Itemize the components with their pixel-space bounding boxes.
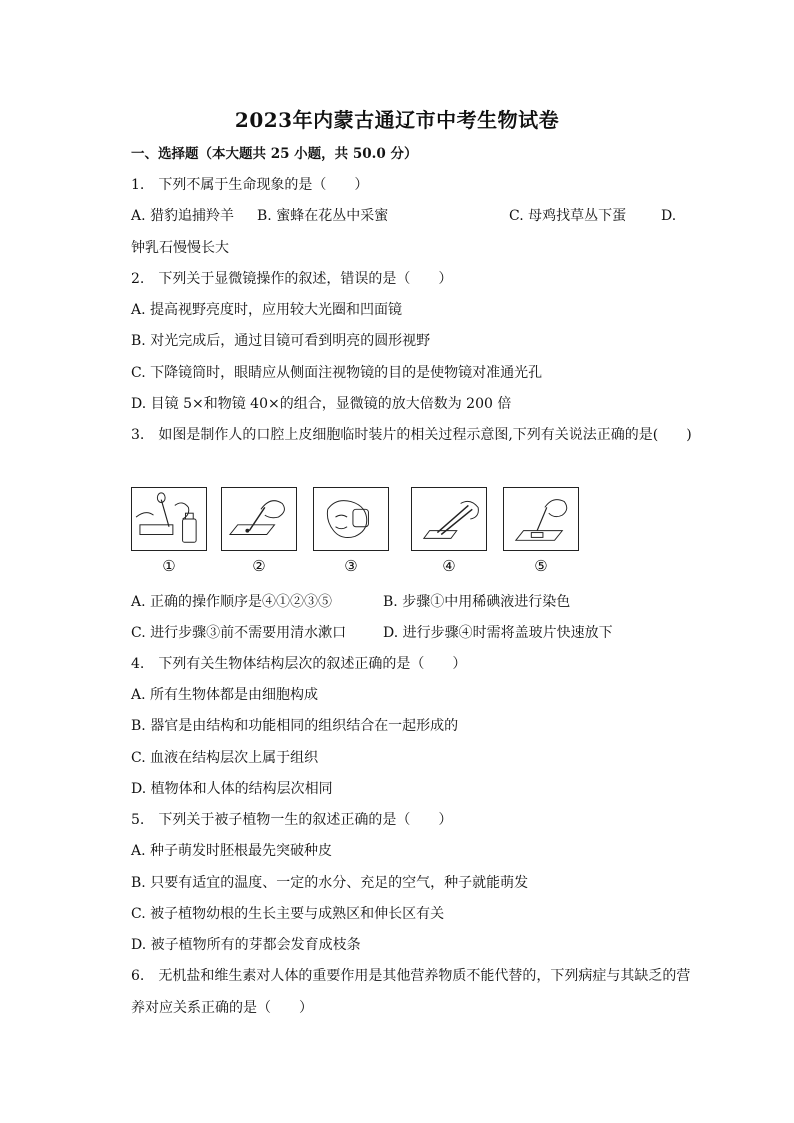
q1-option-c: C. 母鸡找草丛下蛋	[509, 208, 627, 224]
scraping-illustration	[222, 488, 296, 550]
q4-option-a: A. 所有生物体都是由细胞构成	[131, 687, 319, 703]
q4-option-b: B. 器官是由结构和功能相同的组织结合在一起形成的	[131, 718, 459, 734]
mouth-rinse-illustration	[314, 488, 388, 550]
q1-option-a: A. 猎豹追捕羚羊	[131, 208, 235, 224]
q6-stem-line2: 养对应关系正确的是（ ）	[131, 1000, 313, 1016]
figure-label-4: ④	[442, 557, 456, 575]
figure-step-5	[503, 487, 579, 551]
q4-option-d: D. 植物体和人体的结构层次相同	[131, 781, 333, 797]
q4-stem: 4. 下列有关生物体结构层次的叙述正确的是（ ）	[131, 656, 467, 672]
q1-option-d-label: D.	[661, 208, 677, 224]
dropper-bottle-illustration	[132, 488, 206, 550]
q4-option-c: C. 血液在结构层次上属于组织	[131, 750, 319, 766]
q3-option-a: A. 正确的操作顺序是④①②③⑤	[131, 594, 333, 610]
q3-option-d: D. 进行步骤④时需将盖玻片快速放下	[383, 625, 613, 641]
figure-label-2: ②	[252, 557, 266, 575]
q3-option-b: B. 步骤①中用稀碘液进行染色	[383, 594, 571, 610]
q2-stem: 2. 下列关于显微镜操作的叙述，错误的是（ ）	[131, 271, 453, 287]
q5-option-b: B. 只要有适宜的温度、一定的水分、充足的空气，种子就能萌发	[131, 875, 529, 891]
q5-option-a: A. 种子萌发时胚根最先突破种皮	[131, 843, 333, 859]
figure-label-5: ⑤	[534, 557, 548, 575]
q3-figure	[131, 487, 591, 577]
section-heading: 一、选择题（本大题共 25 小题，共 50.0 分）	[131, 146, 418, 162]
figure-step-1	[131, 487, 207, 551]
q5-option-c: C. 被子植物幼根的生长主要与成熟区和伸长区有关	[131, 906, 445, 922]
q2-option-d: D. 目镜 5×和物镜 40×的组合，显微镜的放大倍数为 200 倍	[131, 396, 512, 412]
q2-option-c: C. 下降镜筒时，眼睛应从侧面注视物镜的目的是使物镜对准通光孔	[131, 365, 543, 381]
q2-option-b: B. 对光完成后，通过目镜可看到明亮的圆形视野	[131, 333, 431, 349]
q1-option-d-text: 钟乳石慢慢长大	[131, 240, 229, 256]
staining-illustration	[504, 488, 578, 550]
q3-option-c: C. 进行步骤③前不需要用清水漱口	[131, 625, 347, 641]
figure-step-2	[221, 487, 297, 551]
figure-step-3	[313, 487, 389, 551]
q5-stem: 5. 下列关于被子植物一生的叙述正确的是（ ）	[131, 812, 453, 828]
q1-option-b: B. 蜜蜂在花丛中采蜜	[257, 208, 389, 224]
figure-label-1: ①	[162, 557, 176, 575]
figure-label-3: ③	[344, 557, 358, 575]
page-title: 2023年内蒙古通辽市中考生物试卷	[234, 108, 560, 132]
q1-stem: 1. 下列不属于生命现象的是（ ）	[131, 177, 369, 193]
q2-option-a: A. 提高视野亮度时，应用较大光圈和凹面镜	[131, 302, 403, 318]
q3-stem: 3. 如图是制作人的口腔上皮细胞临时装片的相关过程示意图,下列有关说法正确的是( )	[131, 427, 692, 443]
figure-step-4	[411, 487, 487, 551]
coverslip-tweezers-illustration	[412, 488, 486, 550]
q5-option-d: D. 被子植物所有的芽都会发育成枝条	[131, 937, 361, 953]
q6-stem-line1: 6. 无机盐和维生素对人体的重要作用是其他营养物质不能代替的，下列病症与其缺乏的营	[131, 968, 691, 984]
